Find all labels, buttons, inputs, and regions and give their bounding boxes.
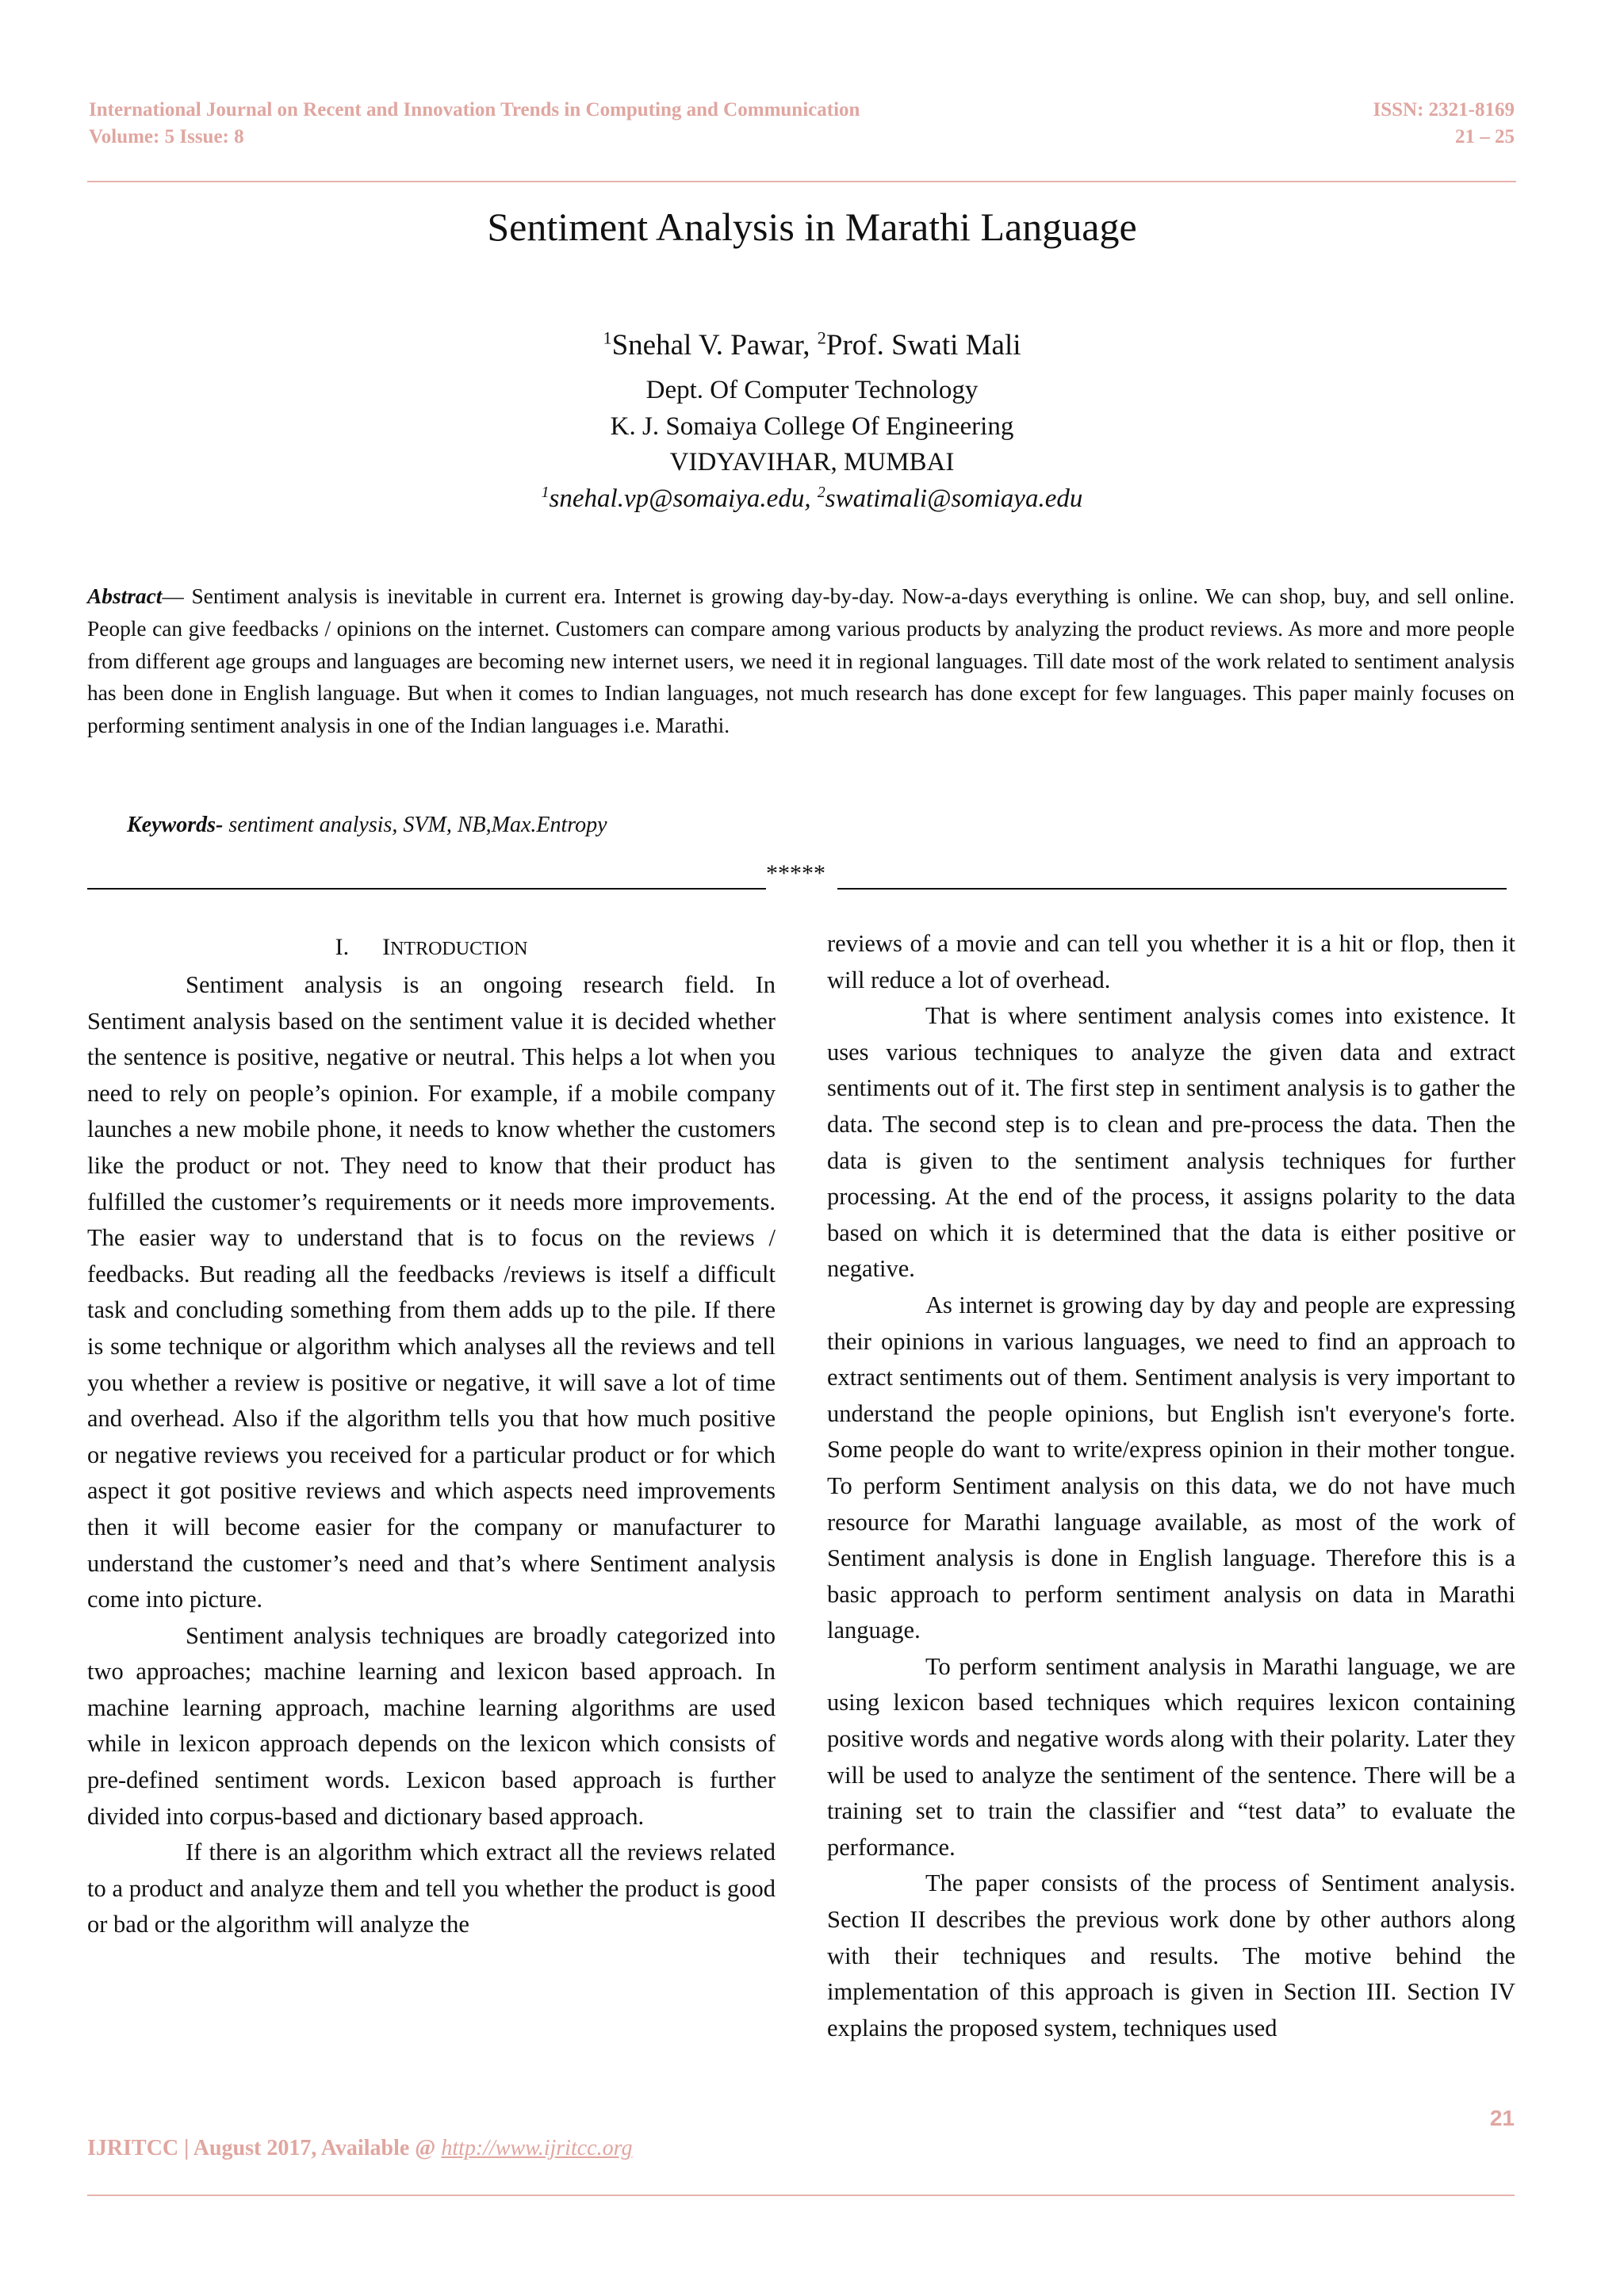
keywords-label: Keywords- [127,813,224,837]
section-title-first: I [382,934,391,960]
author2-name: Prof. Swati Mali [825,329,1021,362]
section-title-rest: NTRODUCTION [390,939,528,959]
keywords-text: sentiment analysis, SVM, NB,Max.Entropy [223,813,607,837]
authors [0,327,1624,365]
author1-name: Snehal V. Pawar, [611,329,818,362]
author1-sup: 1 [603,327,612,348]
separator-stars: ***** [766,860,825,886]
right-column [827,926,1515,2046]
keywords [127,810,607,840]
journal-pages: 21 – 25 [1455,126,1515,147]
paper-title: Sentiment Analysis in Marathi Language [487,205,1137,249]
abstract-dash: — [162,584,192,608]
email2-sup: 2 [817,483,825,501]
abstract-label: Abstract [87,584,163,608]
section-heading [87,929,776,967]
separator-line-left [87,888,766,890]
left-column [87,926,776,1943]
left-paragraph-1: Sentiment analysis is an ongoing research field. In Sentiment analysis based on the sentiment value it is decided whether the sentence is positive, negative or neutral. This helps a lot when you need to rely on people’s opinion. For example, if a mobile company launches a new mobile phone, it needs to know whether the customers like the product or not. They need to know that their product has fulfilled the customer’s requirements or it needs more improvements. The easier way to understand that is to focus on the reviews / feedbacks. But reading all the feedbacks /reviews is itself a difficult task and concluding something from them adds up to the pile. If there is some technique or algorithm which analyses all the reviews and tell you whether a review is positive or negative, it will save a lot of time and overhead. Also if the algorithm tells you that how much positive or negative reviews you received for a particular product or for which aspect it got positive reviews and which aspects need improvements then it will become easier for the company or manufacturer to understand the customer’s need and that’s where Sentiment analysis come into picture. [87,971,776,1613]
author2-sup: 2 [817,327,826,348]
right-paragraph-4: To perform sentiment analysis in Marathi language, we are using lexicon based techniques which requires lexicon containing positive words and negative words along with their polarity. Later they will be used to analyze the sentiment of the sentence. There will be a training set to train the classifier and “test data” to evaluate the performance. [827,1652,1515,1861]
footer-link[interactable]: http://www.ijritcc.org [441,2136,633,2160]
right-paragraph-1: reviews of a movie and can tell you whether it is a hit or flop, then it will reduce a lot of overhead. [827,930,1515,993]
page-number: 21 [1489,2106,1515,2130]
left-paragraph-2: Sentiment analysis techniques are broadly categorized into two approaches; machine learning and lexicon based approach. In machine learning approach, machine learning algorithms are used while in lexicon approach depends on the lexicon which consists of pre-defined sentiment words. Lexicon based approach is further divided into corpus-based and dictionary based approach. [87,1621,776,1830]
footer [87,2136,632,2161]
left-paragraph-3: If there is an algorithm which extract all the reviews related to a product and analyze them and tell you whether the product is good or bad or the algorithm will analyze the [87,1839,776,1938]
footer-rule [87,2195,1515,2196]
right-paragraph-2: That is where sentiment analysis comes into existence. It uses various techniques to analyze the given data and extract sentiments out of it. The first step in sentiment analysis is to gather the data. The second step is to clean and pre-process the data. Then the data is given to the sentiment analysis techniques for further processing. At the end of the process, it assigns polarity to the data based on which it is determined that the data is either positive or negative. [827,1002,1515,1283]
journal-header-right [1373,97,1515,151]
email2[interactable]: swatimali@somiaya.edu [825,484,1083,513]
abstract [87,580,1515,742]
email1[interactable]: snehal.vp@somaiya.edu, [549,484,818,513]
email1-sup: 1 [541,483,550,501]
right-paragraph-5: The paper consists of the process of Sentiment analysis. Section II describes the previous work done by other authors along with their techniques and results. The motive behind the implementation of this approach is given in Section III. Section IV explains the proposed system, techniques used [827,1869,1515,2042]
section-number: I. [335,934,350,960]
footer-text: IJRITCC | August 2017, Available @ [87,2136,442,2160]
journal-volume: Volume: 5 Issue: 8 [89,126,244,147]
separator-line-right [837,888,1507,890]
right-paragraph-3: As internet is growing day by day and people are expressing their opinions in various languages, we need to find an approach to extract sentiments out of them. Sentiment analysis is very important to understand the people opinions, but English isn't everyone's forte. Some people do want to write/express opinion in their mother tongue. To perform Sentiment analysis on this data, we do not have much resource for Marathi language available, as most of the work of Sentiment analysis is done in English language. Therefore this is a basic approach to perform sentiment analysis on data in Marathi language. [827,1291,1515,1644]
journal-name: International Journal on Recent and Innovation Trends in Computing and Communication [89,99,860,121]
affiliation-city: VIDYAVIHAR, MUMBAI [669,448,955,476]
affiliation [0,373,1624,517]
author-emails [0,481,1624,518]
abstract-text: Sentiment analysis is inevitable in current era. Internet is growing day-by-day. Now-a-days everything is online. We can shop, buy, and sell online. People can give feedbacks / opinions on the internet. Customers can compare among various products by analyzing the product reviews. As more and more people from different age groups and languages are becoming new internet users, we need it in regional languages. Till date most of the work related to sentiment analysis has been done in English language. But when it comes to Indian languages, not much research has done except for few languages. This paper mainly focuses on performing sentiment analysis in one of the Indian languages i.e. Marathi. [87,584,1515,738]
journal-issn: ISSN: 2321-8169 [1373,99,1515,121]
affiliation-dept: Dept. Of Computer Technology [645,376,979,404]
affiliation-college: K. J. Somaiya College Of Engineering [610,411,1014,441]
journal-header [89,97,860,151]
header-rule [87,181,1516,182]
